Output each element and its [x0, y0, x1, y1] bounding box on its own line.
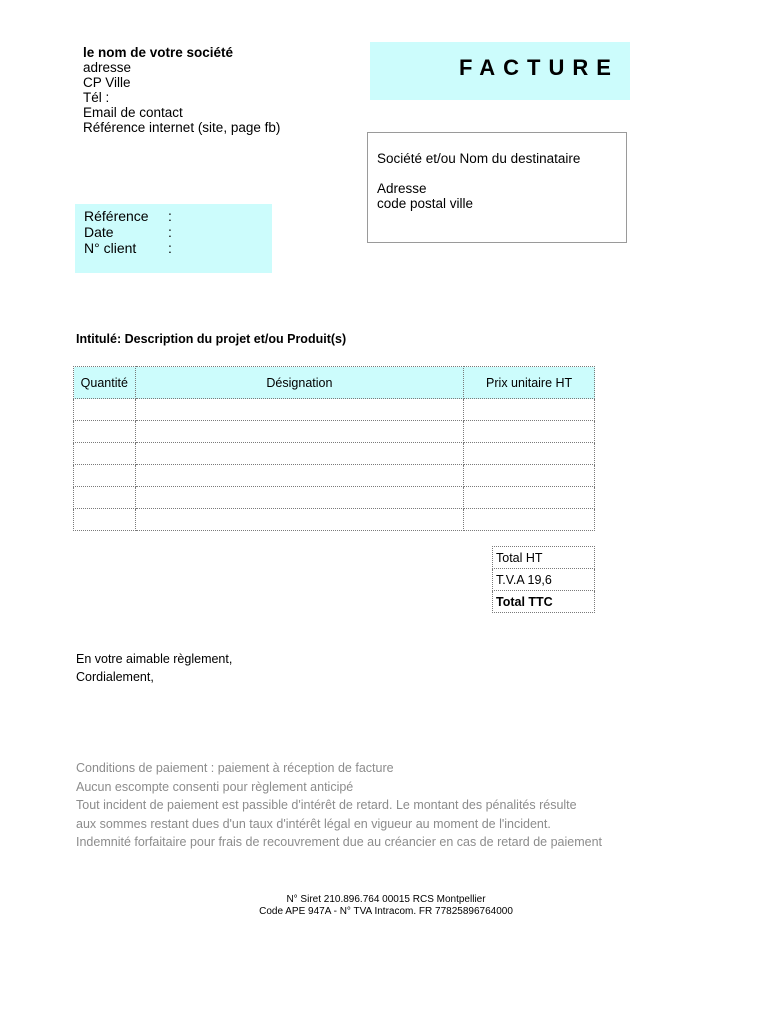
cell-unit-price[interactable] — [464, 465, 595, 487]
client-row — [84, 240, 172, 256]
recipient-address: Adresse — [377, 181, 427, 196]
invoice-title-box — [370, 42, 630, 100]
totals-table — [492, 546, 595, 613]
header-quantity: Quantité — [74, 367, 136, 399]
table-row — [74, 399, 595, 421]
cell-designation[interactable] — [135, 465, 464, 487]
reference-row — [84, 208, 172, 224]
condition-line: Tout incident de paiement est passible d'intérêt de retard. Le montant des pénalités résulte — [76, 798, 577, 812]
reference-colon: : — [168, 208, 172, 224]
company-name: le nom de votre société — [83, 45, 234, 60]
cell-unit-price[interactable] — [464, 421, 595, 443]
cell-quantity[interactable] — [74, 465, 136, 487]
table-row — [74, 487, 595, 509]
total-ht-row — [493, 547, 595, 569]
client-label: N° client — [84, 240, 137, 256]
total-ttc-label: Total TTC — [493, 591, 595, 613]
company-phone: Tél : — [83, 90, 110, 105]
reference-box — [75, 204, 272, 273]
tva-label: T.V.A 19,6 — [493, 569, 595, 591]
items-header-row — [74, 367, 595, 399]
condition-line: aux sommes restant dues d'un taux d'intérêt légal en vigueur au moment de l'incident. — [76, 816, 551, 831]
cell-quantity[interactable] — [74, 399, 136, 421]
date-label: Date — [84, 224, 114, 240]
invoice-title: FACTURE — [459, 55, 619, 80]
condition-line: Conditions de paiement : paiement à réception de facture — [76, 761, 394, 775]
items-table — [73, 366, 595, 531]
company-address: adresse — [83, 60, 132, 75]
date-row — [84, 224, 172, 240]
cell-designation[interactable] — [135, 399, 464, 421]
closing-line-2: Cordialement, — [76, 670, 154, 684]
cell-quantity[interactable] — [74, 421, 136, 443]
cell-designation[interactable] — [135, 443, 464, 465]
condition-line: Aucun escompte consenti pour règlement anticipé — [76, 779, 354, 794]
date-colon: : — [168, 224, 172, 240]
cell-unit-price[interactable] — [464, 443, 595, 465]
condition-line: Indemnité forfaitaire pour frais de recouvrement due au créancier en cas de retard de paiement — [76, 835, 602, 849]
footer-siret: N° Siret 210.896.764 00015 RCS Montpellier — [286, 894, 486, 905]
project-title: Intitulé: Description du projet et/ou Produit(s) — [76, 332, 347, 346]
company-email: Email de contact — [83, 105, 183, 120]
total-ht-label: Total HT — [493, 547, 595, 569]
total-ttc-row — [493, 591, 595, 613]
cell-quantity[interactable] — [74, 509, 136, 531]
header-designation: Désignation — [135, 367, 464, 399]
header-unit-price: Prix unitaire HT — [464, 367, 595, 399]
closing-text — [76, 650, 232, 686]
cell-quantity[interactable] — [74, 443, 136, 465]
footer-ape-tva: Code APE 947A - N° TVA Intracom. FR 77825896764000 — [259, 906, 513, 917]
client-colon: : — [168, 240, 172, 256]
cell-designation[interactable] — [135, 487, 464, 509]
closing-line-1: En votre aimable règlement, — [76, 652, 233, 666]
table-row — [74, 443, 595, 465]
legal-footer — [0, 894, 768, 918]
table-row — [74, 421, 595, 443]
recipient-name: Société et/ou Nom du destinataire — [377, 151, 581, 166]
payment-conditions — [76, 759, 602, 852]
cell-unit-price[interactable] — [464, 509, 595, 531]
cell-designation[interactable] — [135, 421, 464, 443]
company-web: Référence internet (site, page fb) — [83, 120, 281, 135]
cell-unit-price[interactable] — [464, 487, 595, 509]
table-row — [74, 465, 595, 487]
recipient-box — [367, 132, 627, 243]
recipient-city: code postal ville — [377, 196, 474, 211]
table-row — [74, 509, 595, 531]
reference-label: Référence — [84, 208, 149, 224]
tva-row — [493, 569, 595, 591]
cell-designation[interactable] — [135, 509, 464, 531]
cell-unit-price[interactable] — [464, 399, 595, 421]
cell-quantity[interactable] — [74, 487, 136, 509]
company-info — [83, 45, 280, 135]
company-city: CP Ville — [83, 75, 131, 90]
